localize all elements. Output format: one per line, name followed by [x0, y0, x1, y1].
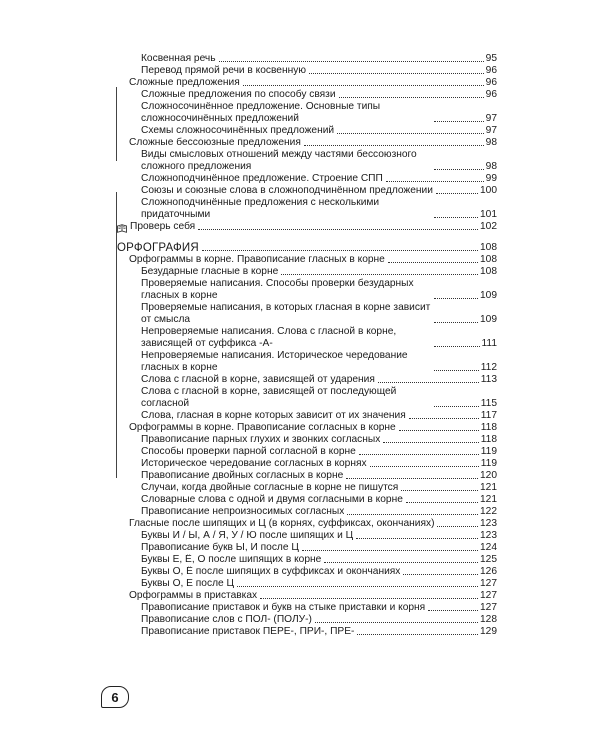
toc-entry	[117, 482, 497, 494]
toc-entry-page: 96	[485, 65, 497, 76]
toc-entry-page: 126	[480, 566, 497, 577]
toc-entry-title: Словарные слова с одной и двумя согласными в корне	[141, 494, 403, 505]
dot-leader	[237, 586, 478, 587]
dot-leader	[347, 514, 478, 515]
toc-entry-page: 96	[485, 89, 497, 100]
toc-entry-page: 129	[480, 626, 497, 637]
toc-entry-page: 95	[485, 53, 497, 64]
toc-entry-title: Сложные предложения по способу связи	[141, 89, 336, 100]
toc-entry-title: Слова с гласной в корне, зависящей от последующей согласной	[141, 386, 397, 409]
toc-entry-page: 120	[480, 470, 497, 481]
toc-entry	[117, 221, 497, 233]
toc-entry-title: Сложноподчинённые предложения с несколькими придаточными	[141, 197, 380, 220]
toc-entry-title: Буквы О, Ё после шипящих в суффиксах и окончаниях	[141, 566, 401, 577]
toc-entry-page: 102	[480, 221, 497, 232]
dot-leader	[434, 169, 484, 170]
dot-leader	[346, 478, 478, 479]
toc-entry-page: 97	[485, 113, 497, 124]
toc-entry-title: Правописание двойных согласных в корне	[141, 470, 344, 481]
toc-entry	[117, 566, 497, 578]
toc-entry	[117, 350, 497, 374]
toc-entry-page: 125	[480, 554, 497, 565]
toc-entry	[117, 422, 497, 434]
toc-entry-title: Способы проверки парной согласной в корне	[141, 446, 356, 457]
toc-entry	[117, 458, 497, 470]
toc-entry	[117, 278, 497, 302]
toc-entry-page: 118	[480, 422, 497, 433]
toc-entry-title: Сложные предложения	[129, 77, 240, 88]
dot-leader	[388, 262, 478, 263]
toc-entry	[117, 446, 497, 458]
toc-entry	[117, 77, 497, 89]
toc-entry-title: Сложносочинённое предложение. Основные типы сложносочинённых предложений	[141, 101, 381, 124]
toc-entry-title: Схемы сложносочинённых предложений	[141, 125, 335, 136]
toc-entry-title: Правописание приставок и букв на стыке приставки и корня	[141, 602, 426, 613]
toc-entry	[117, 626, 497, 638]
toc-entry-title: ОРФОГРАФИЯ	[117, 242, 199, 254]
toc-entry	[117, 554, 497, 566]
toc-entry	[117, 65, 497, 77]
dot-leader	[434, 298, 478, 299]
dot-leader	[337, 133, 484, 134]
toc-entry-title: Правописание приставок ПЕРЕ-, ПРИ-, ПРЕ-	[141, 626, 355, 637]
toc-entry-title: Орфограммы в корне. Правописание гласных в корне	[129, 254, 385, 265]
toc-entry-page: 121	[480, 482, 497, 493]
toc-entry-page: 119	[480, 446, 497, 457]
page-number	[101, 686, 129, 708]
toc-entry-title: Орфограммы в корне. Правописание согласных в корне	[129, 422, 396, 433]
toc-entry-page: 96	[485, 77, 497, 88]
toc-entry	[117, 542, 497, 554]
dot-leader	[260, 598, 478, 599]
toc-entry-title: Проверь себя	[130, 221, 196, 232]
toc-entry-page: 99	[485, 173, 497, 184]
toc-entry-page: 122	[480, 506, 497, 517]
dot-leader	[302, 550, 478, 551]
dot-leader	[434, 346, 480, 347]
toc-entry-page: 119	[480, 458, 497, 469]
dot-leader	[339, 97, 484, 98]
toc-entry	[117, 602, 497, 614]
toc-entry	[117, 185, 497, 197]
toc-entry-title: Слова, гласная в корне которых зависит от их значения	[141, 410, 406, 421]
group-bracket	[116, 192, 127, 478]
toc-entry-page: 128	[480, 614, 497, 625]
toc-entry	[117, 578, 497, 590]
dot-leader	[386, 181, 484, 182]
toc-entry-page: 108	[480, 266, 497, 277]
toc-entry	[117, 506, 497, 518]
dot-leader	[406, 502, 478, 503]
toc-entry-title: Правописание парных глухих и звонких согласных	[141, 434, 381, 445]
toc-entry	[117, 266, 497, 278]
dot-leader	[437, 526, 478, 527]
section-gap	[117, 233, 497, 242]
toc-entry-title: Правописание непроизносимых согласных	[141, 506, 345, 517]
dot-leader	[434, 322, 478, 323]
toc-entry-title: Правописание букв Ы, И после Ц	[141, 542, 299, 553]
group-bracket	[116, 87, 127, 161]
toc-entry	[117, 590, 497, 602]
dot-leader	[198, 229, 478, 230]
toc-entry-page: 98	[485, 161, 497, 172]
toc-entry-page: 111	[481, 338, 497, 349]
toc-entry-title: Перевод прямой речи в косвенную	[141, 65, 306, 76]
toc-entry-page: 108	[480, 254, 497, 265]
toc-entry	[117, 101, 497, 125]
toc-entry	[117, 386, 497, 410]
toc-entry-page: 98	[485, 137, 497, 148]
toc-entry-page: 127	[480, 578, 497, 589]
dot-leader	[399, 430, 479, 431]
toc-entry	[117, 173, 497, 185]
dot-leader	[304, 145, 484, 146]
toc-entry-title: Проверяемые написания. Способы проверки безударных гласных в корне	[141, 278, 414, 301]
toc-entry-page: 112	[480, 362, 497, 373]
dot-leader	[202, 250, 478, 251]
toc-entry	[117, 614, 497, 626]
toc-entry-title: Буквы Е, Ё, О после шипящих в корне	[141, 554, 322, 565]
dot-leader	[409, 418, 479, 419]
dot-leader	[243, 85, 484, 86]
dot-leader	[434, 406, 479, 407]
toc-entry-title: Непроверяемые написания. Историческое чередование гласных в корне	[141, 350, 408, 373]
toc-entry-page: 121	[480, 494, 497, 505]
dot-leader	[356, 538, 478, 539]
toc-entry	[117, 326, 497, 350]
toc-entry	[117, 374, 497, 386]
toc-entry-title: Сложные бессоюзные предложения	[129, 137, 301, 148]
toc-section-heading	[117, 242, 497, 254]
toc-entry-title: Буквы И / Ы, А / Я, У / Ю после шипящих и Ц	[141, 530, 354, 541]
toc-entry-page: 115	[480, 398, 497, 409]
dot-leader	[434, 121, 484, 122]
toc-entry	[117, 530, 497, 542]
toc-entry-title: Орфограммы в приставках	[129, 590, 258, 601]
dot-leader	[436, 193, 478, 194]
toc-entry-page: 113	[480, 374, 497, 385]
dot-leader	[401, 490, 478, 491]
dot-leader	[357, 634, 478, 635]
toc-entry	[117, 254, 497, 266]
dot-leader	[370, 466, 479, 467]
dot-leader	[428, 610, 478, 611]
toc-entry-title: Сложноподчинённое предложение. Строение СПП	[141, 173, 383, 184]
dot-leader	[434, 370, 479, 371]
dot-leader	[434, 217, 478, 218]
toc-entry	[117, 125, 497, 137]
toc-entry-page: 117	[480, 410, 497, 421]
dot-leader	[315, 622, 478, 623]
toc-entry	[117, 518, 497, 530]
toc-entry-page: 127	[480, 602, 497, 613]
toc-entry-page: 127	[480, 590, 497, 601]
dot-leader	[281, 274, 478, 275]
toc-entry	[117, 137, 497, 149]
toc-entry-title: Слова с гласной в корне, зависящей от ударения	[141, 374, 375, 385]
toc-entry-title: Безударные гласные в корне	[141, 266, 279, 277]
dot-leader	[359, 454, 479, 455]
dot-leader	[324, 562, 478, 563]
toc-entry-page: 123	[480, 518, 497, 529]
toc-entry	[117, 494, 497, 506]
page-number-value: 6	[111, 689, 119, 705]
toc-entry-title: Косвенная речь	[141, 53, 216, 64]
dot-leader	[383, 442, 478, 443]
toc-entry-page: 109	[480, 290, 497, 301]
dot-leader	[403, 574, 478, 575]
toc-entry-title: Случаи, когда двойные согласные в корне не пишутся	[141, 482, 399, 493]
toc-entry-title: Буквы О, Е после Ц	[141, 578, 235, 589]
toc-entry	[117, 302, 497, 326]
toc-entry-title: Непроверяемые написания. Слова с гласной в корне, зависящей от суффикса -А-	[141, 326, 397, 349]
toc-entry-title: Историческое чередование согласных в корнях	[141, 458, 367, 469]
toc-entry-page: 109	[480, 314, 497, 325]
toc-entry-page: 124	[480, 542, 497, 553]
toc-entry-page: 100	[480, 185, 497, 196]
toc-entry	[117, 470, 497, 482]
dot-leader	[219, 61, 484, 62]
toc-entry-page: 97	[485, 125, 497, 136]
toc-entry-page: 101	[480, 209, 497, 220]
toc-entry-page: 118	[480, 434, 497, 445]
toc-entry	[117, 434, 497, 446]
toc-entry-page: 108	[480, 242, 497, 253]
toc-entry-title: Виды смысловых отношений между частями бессоюзного сложного предложения	[141, 149, 417, 172]
toc-entry-title: Союзы и союзные слова в сложноподчинённом предложении	[141, 185, 433, 196]
toc-entry	[117, 89, 497, 101]
toc-entry	[117, 410, 497, 422]
toc-entry	[117, 197, 497, 221]
toc-entry	[117, 53, 497, 65]
toc-entry	[117, 149, 497, 173]
dot-leader	[309, 73, 484, 74]
toc-entry-page: 123	[480, 530, 497, 541]
table-of-contents	[117, 53, 497, 638]
toc-entry-title: Гласные после шипящих и Ц (в корнях, суффиксах, окончаниях)	[129, 518, 435, 529]
toc-entry-title: Проверяемые написания, в которых гласная в корне зависит от смысла	[141, 302, 431, 325]
toc-entry-title: Правописание слов с ПОЛ- (ПОЛУ-)	[141, 614, 312, 625]
dot-leader	[378, 382, 479, 383]
